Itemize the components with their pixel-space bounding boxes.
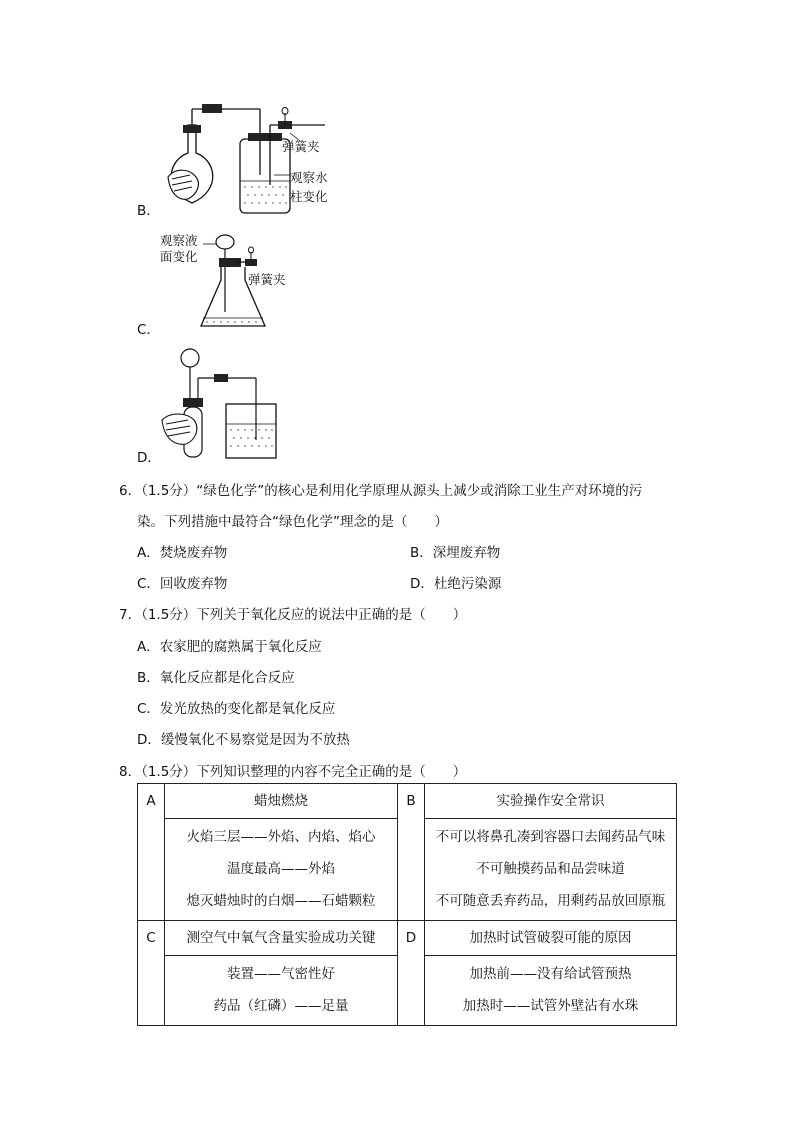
water-label-b-2: 柱变化 bbox=[290, 189, 328, 204]
cell-body-a bbox=[165, 819, 398, 921]
cell-b-line-1: 不可以将鼻孔凑到容器口去闻药品气味 bbox=[435, 829, 666, 845]
cell-title-a: 蜡烛燃烧 bbox=[165, 784, 398, 819]
cell-title-c: 测空气中氧气含量实验成功关键 bbox=[165, 921, 398, 956]
option-d-letter: D． bbox=[137, 450, 161, 466]
cell-c-line-2: 药品（红磷）——足量 bbox=[213, 998, 349, 1014]
liquid-label-c-1: 观察液 bbox=[160, 233, 198, 248]
question-6-option-c: C．回收废弃物 bbox=[137, 576, 228, 592]
cell-letter-d: D bbox=[398, 921, 425, 1026]
cell-body-d bbox=[425, 956, 677, 1026]
cell-b-line-2: 不可触摸药品和品尝味道 bbox=[476, 861, 625, 877]
question-7-stem: 7．（1.5分）下列关于氧化反应的说法中正确的是（ ） bbox=[119, 607, 467, 623]
option-b-letter: B． bbox=[137, 203, 160, 219]
question-6-option-a: A．焚烧废弃物 bbox=[137, 545, 228, 561]
clip-label-b: 弹簧夹 bbox=[282, 139, 320, 154]
cell-a-line-3: 熄灭蜡烛时的白烟——石蜡颗粒 bbox=[186, 893, 376, 909]
cell-body-c bbox=[165, 956, 398, 1026]
liquid-label-c-2: 面变化 bbox=[160, 249, 198, 264]
cell-letter-a: A bbox=[138, 784, 165, 921]
cell-letter-b: B bbox=[398, 784, 425, 921]
cell-letter-c: C bbox=[138, 921, 165, 1026]
question-6-stem-line1: 6．（1.5分）“绿色化学”的核心是利用化学原理从源头上减少或消除工业生产对环境的污 bbox=[119, 483, 643, 499]
question-7-option-b: B．氧化反应都是化合反应 bbox=[137, 670, 295, 686]
cell-title-d: 加热时试管破裂可能的原因 bbox=[425, 921, 677, 956]
question-6-stem-line2: 染。下列措施中最符合“绿色化学”理念的是（ ） bbox=[137, 514, 448, 530]
question-7-option-c: C．发光放热的变化都是氧化反应 bbox=[137, 701, 336, 717]
option-c-letter: C． bbox=[137, 322, 160, 338]
cell-d-line-2: 加热时——试管外壁沾有水珠 bbox=[462, 998, 639, 1014]
cell-d-line-1: 加热前——没有给试管预热 bbox=[469, 966, 632, 982]
question-6-option-d: D．杜绝污染源 bbox=[410, 576, 502, 592]
cell-body-b bbox=[425, 819, 677, 921]
apparatus-c-figure bbox=[195, 232, 275, 332]
clip-label-c: 弹簧夹 bbox=[248, 272, 286, 287]
question-6-option-b: B．深埋废弃物 bbox=[410, 545, 501, 561]
cell-c-line-1: 装置——气密性好 bbox=[227, 966, 335, 982]
cell-title-b: 实验操作安全常识 bbox=[425, 784, 677, 819]
question-7-option-d: D．缓慢氧化不易察觉是因为不放热 bbox=[137, 732, 350, 748]
apparatus-d-figure bbox=[158, 346, 298, 462]
question-7-option-a: A．农家肥的腐熟属于氧化反应 bbox=[137, 639, 322, 655]
cell-a-line-2: 温度最高——外焰 bbox=[227, 861, 335, 877]
question-8-stem: 8．（1.5分）下列知识整理的内容不完全正确的是（ ） bbox=[119, 764, 467, 780]
cell-a-line-1: 火焰三层——外焰、内焰、焰心 bbox=[186, 829, 376, 845]
cell-b-line-3: 不可随意丢弃药品，用剩药品放回原瓶 bbox=[435, 893, 666, 909]
water-label-b-1: 观察水 bbox=[290, 170, 328, 185]
knowledge-table bbox=[137, 783, 677, 1026]
